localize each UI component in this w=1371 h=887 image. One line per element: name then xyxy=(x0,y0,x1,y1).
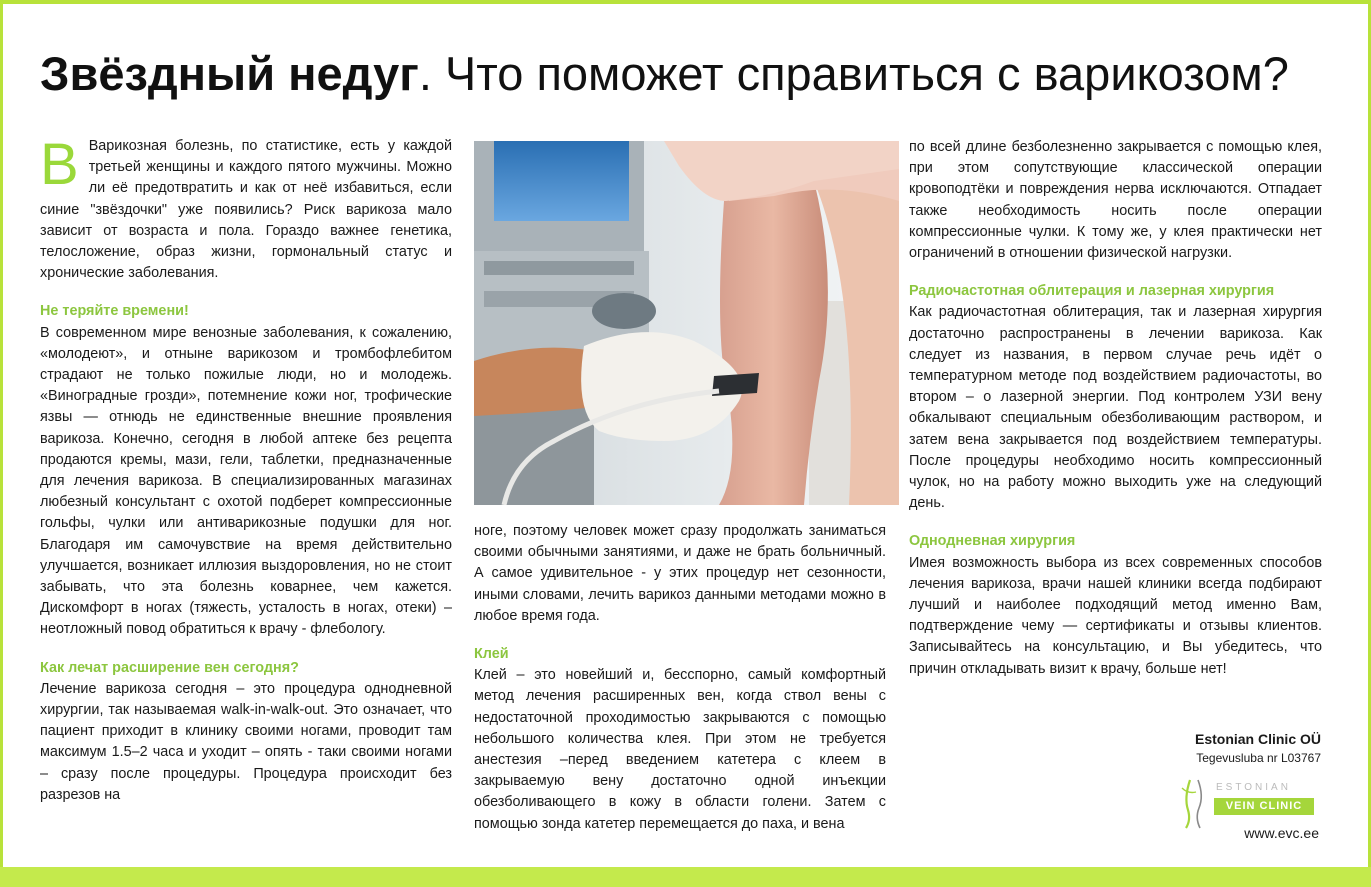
headline-rest: . Что поможет справиться с варикозом? xyxy=(418,47,1289,100)
company-name: Estonian Clinic OÜ xyxy=(1194,731,1321,747)
section-heading-how-treated: Как лечат расширение вен сегодня? xyxy=(40,659,299,676)
bottom-border xyxy=(0,867,1371,887)
article-headline xyxy=(40,44,1340,104)
leg-silhouette-icon xyxy=(1176,778,1216,830)
section-heading-rf-laser: Радиочастотная облитерация и лазерная хирургия xyxy=(909,283,1275,300)
left-border xyxy=(0,0,3,887)
section-heading-day-surgery: Однодневная хирургия xyxy=(909,533,1076,550)
headline-bold: Звёздный недуг xyxy=(40,47,419,100)
section-heading-dont-waste-time: Не теряйте времени! xyxy=(40,303,189,320)
top-border xyxy=(0,0,1371,4)
procedure-photo xyxy=(474,141,899,505)
paragraph-rf-laser: Как радиочастотная облитерация, так и лазерная хирургия достаточно распространены в лечении варикоза. Как следует из названия, в первом случае речь идёт о температурном методе под воздействием радиочастоты, во втором – о лазерной энергии. Под контролем УЗИ вену обкалывают специальным обезболивающим раствором, и затем вена закрывается под воздействием температуры. После процедуры необходимо носить компрессионный чулок, но на работу можно выходить уже на следующий день. xyxy=(909,304,1322,512)
paragraph-glue-continued: по всей длине безболезненно закрывается с помощью клея, при этом сопутствующие классической операции кровоподтёки и повреждения нерва исключаются. Отпадает также необходимость носить после операции компрессионные чулки. К тому же, у клея практически нет ограничений в отношении физической нагрузки. xyxy=(909,139,1322,262)
intro-text: Варикозная болезнь, по статистике, есть у каждой третьей женщины и каждого пятого мужчины. Можно ли её предотвратить и как от неё избавиться, если синие "звёздочки" уже появились? Риск варикоза мало зависит от возраста и пола. Гораздо важнее генетика, телосложение, образ жизни, гормональный статус и хронические заболевания. xyxy=(40,138,452,282)
column-1 xyxy=(40,132,452,806)
column-3 xyxy=(909,137,1322,680)
section-heading-glue: Клей xyxy=(474,646,509,663)
paragraph-no-seasonality: ноге, поэтому человек может сразу продолжать заниматься своими обычными занятиями, и даже не брать больничный. А самое удивительное - у этих процедур нет сезонности, иными словами, лечить варикоз данными методами можно в любое время года. xyxy=(474,523,886,624)
column-2 xyxy=(474,521,886,835)
paragraph-day-surgery: Имея возможность выбора из всех современных способов лечения варикоза, врачи нашей клиники всегда подбирают лучший и наиболее подходящий метод именно Вам, подтверждение чему — сертификаты и отзывы клиентов. Записывайтесь на консультацию, и Вы убедитесь, что причин откладывать визит к врачу, больше нет! xyxy=(909,554,1322,677)
company-block xyxy=(1195,729,1321,767)
paragraph-glue: Клей – это новейший и, бесспорно, самый комфортный метод лечения расширенных вен, когда ствол вены с недостаточной проходимостью закрываются с помощью небольшого количества клея. При этом не требуется анестезия –перед введением катетера с клеем в закрываемую вену достаточно одной инъекции обезболивающего в кожу в области голени. Затем с помощью зонда катетер перемещается до паха, и вена xyxy=(474,667,886,832)
license-number: Tegevusluba nr L03767 xyxy=(1196,751,1321,765)
website-link[interactable]: www.evc.ee xyxy=(1244,825,1319,841)
paragraph-modern-world: В современном мире венозные заболевания, к сожалению, «молодеют», и отныне варикозом и тромбофлебитом страдают не только пожилые люди, но и молодежь. «Виноградные грозди», потемнение кожи ног, трофические язвы — отнюдь не единственные внешние проявления варикоза. Конечно, сегодня в любой аптеке без рецепта продаются кремы, мази, гели, таблетки, предназначенные для лечения варикоза. В специализированных магазинах любезный консультант с охотой подберет компрессионные гольфы, чулки или антиварикозные подушки для ног. Благодаря им самочувствие на время действительно улучшается, возникает иллюзия выздоровления, но не стоит забывать, что эта болезнь коварнее, чем кажется. Дискомфорт в ногах (тяжесть, усталость в ногах, отеки) – неотложный повод обратиться к врачу - флебологу. xyxy=(40,324,452,638)
paragraph-treatment-today: Лечение варикоза сегодня – это процедура однодневной хирургии, так называемая walk-in-walk-out. Это означает, что пациент приходит в клинику своими ногами, проводит там максимум 1.5–2 часа и уходит – опять - таки своими ногами – сразу после процедуры. Процедура происходит без разрезов на xyxy=(40,680,452,803)
drop-cap: В xyxy=(40,132,79,197)
logo-band-text: VEIN CLINIC xyxy=(1214,798,1314,815)
logo-top-text: ESTONIAN xyxy=(1216,782,1291,793)
intro-paragraph xyxy=(40,132,452,284)
